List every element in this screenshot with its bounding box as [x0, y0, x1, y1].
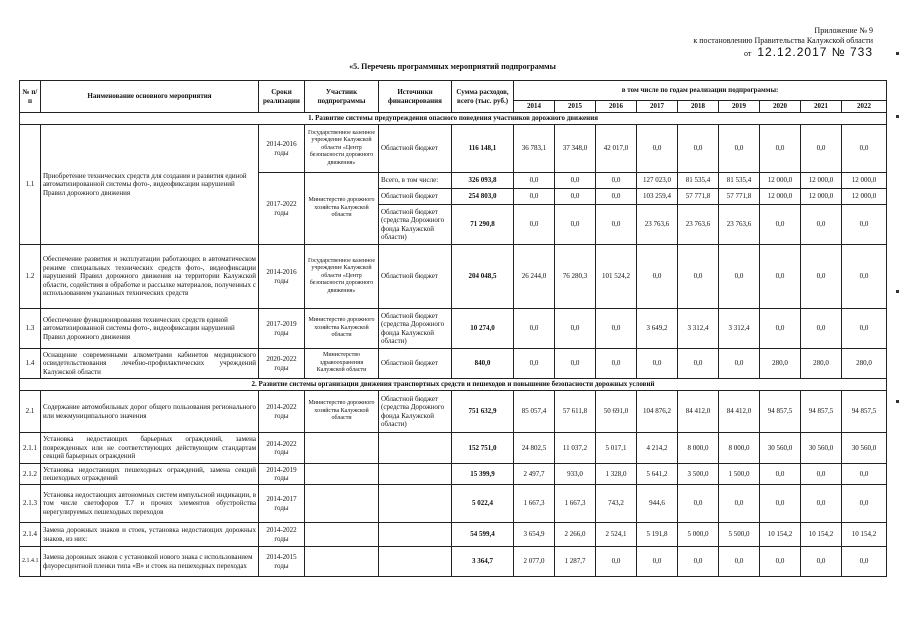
row-source [379, 523, 452, 547]
row-sum: 71 290,8 [452, 205, 514, 245]
col-header-year: 2014 [514, 101, 555, 113]
row-source: Областной бюджет (средства Дорожного фонда Калужской области) [379, 309, 452, 349]
year-value-cell: 280,0 [801, 349, 842, 379]
year-value-cell: 5 000,0 [678, 523, 719, 547]
year-value-cell: 944,6 [637, 485, 678, 523]
row-num: 2.1.2 [20, 464, 41, 485]
row-activity-name: Обеспечение развития и эксплуатации работающих в автоматическом режиме специальных технических средств фото-, видеофиксации нарушений Правил дорожного движения на территории Калужской области, содействия в обработке и рассылке материалов, полученных с использованием указанных технических средств [41, 245, 259, 309]
row-terms: 2017-2019 годы [259, 309, 305, 349]
year-value-cell: 104 876,2 [637, 391, 678, 433]
year-value-cell: 0,0 [842, 245, 887, 309]
col-header-by-years: в том числе по годам реализации подпрограммы: [514, 81, 887, 101]
row-sum: 15 399,9 [452, 464, 514, 485]
year-value-cell: 0,0 [719, 245, 760, 309]
row-source: Областной бюджет (средства Дорожного фонда Калужской области) [379, 391, 452, 433]
row-num: 1.2 [20, 245, 41, 309]
row-terms: 2017-2022 годы [259, 173, 305, 245]
col-header-year: 2022 [842, 101, 887, 113]
row-num: 1.3 [20, 309, 41, 349]
year-value-cell: 0,0 [842, 205, 887, 245]
row-sum: 254 803,0 [452, 189, 514, 205]
col-header-participant: Участник подпрограммы [305, 81, 379, 113]
row-activity-name: Содержание автомобильных дорог общего пользования регионального или межмуниципального значения [41, 391, 259, 433]
row-terms: 2020-2022 годы [259, 349, 305, 379]
col-header-year: 2017 [637, 101, 678, 113]
row-terms: 2014-2017 годы [259, 485, 305, 523]
year-value-cell: 37 348,0 [555, 125, 596, 173]
col-header-num: № п/п [20, 81, 41, 113]
row-sum: 326 093,8 [452, 173, 514, 189]
year-value-cell: 0,0 [678, 547, 719, 577]
row-sum: 751 632,9 [452, 391, 514, 433]
year-value-cell: 57 771,8 [719, 189, 760, 205]
year-value-cell: 0,0 [760, 547, 801, 577]
row-source: Областной бюджет [379, 349, 452, 379]
year-value-cell: 0,0 [637, 245, 678, 309]
row-participant: Государственное казенное учреждение Калужской области «Центр безопасности дорожного движения» [305, 245, 379, 309]
year-value-cell: 280,0 [760, 349, 801, 379]
year-value-cell: 0,0 [596, 173, 637, 189]
year-value-cell: 0,0 [801, 245, 842, 309]
year-value-cell: 23 763,6 [637, 205, 678, 245]
year-value-cell: 26 244,0 [514, 245, 555, 309]
col-header-year: 2016 [596, 101, 637, 113]
year-value-cell: 2 497,7 [514, 464, 555, 485]
row-terms: 2014-2016 годы [259, 245, 305, 309]
year-value-cell: 3 654,9 [514, 523, 555, 547]
row-activity-name: Замена дорожных знаков с установкой нового знака с использованием флуоресцентной пленки типа «В» и стоек на пешеходных переходах [41, 547, 259, 577]
year-value-cell: 0,0 [514, 189, 555, 205]
year-value-cell: 0,0 [801, 205, 842, 245]
col-header-year: 2019 [719, 101, 760, 113]
row-source [379, 433, 452, 464]
year-value-cell: 0,0 [555, 205, 596, 245]
row-participant [305, 433, 379, 464]
row-sum: 5 022,4 [452, 485, 514, 523]
row-participant [305, 523, 379, 547]
year-value-cell: 12 000,0 [801, 189, 842, 205]
year-value-cell: 0,0 [596, 349, 637, 379]
col-header-year: 2021 [801, 101, 842, 113]
col-header-sum: Сумма расходов, всего (тыс. руб.) [452, 81, 514, 113]
year-value-cell: 1 667,3 [555, 485, 596, 523]
appendix-label: Приложение № 9 [814, 26, 873, 35]
year-value-cell: 0,0 [842, 125, 887, 173]
year-value-cell: 5 191,8 [637, 523, 678, 547]
row-participant: Министерство дорожного хозяйства Калужской области [305, 173, 379, 245]
row-source [379, 485, 452, 523]
year-value-cell: 84 412,0 [678, 391, 719, 433]
year-value-cell: 0,0 [514, 205, 555, 245]
row-terms: 2014-2016 годы [259, 125, 305, 173]
year-value-cell: 0,0 [760, 309, 801, 349]
year-value-cell: 81 535,4 [719, 173, 760, 189]
row-sum: 840,0 [452, 349, 514, 379]
row-source [379, 547, 452, 577]
col-header-year: 2018 [678, 101, 719, 113]
row-activity-name: Приобретение технических средств для создания и развития единой автоматизированной системы фото-, видеофиксации нарушений Правил дорожного движения [41, 125, 259, 245]
year-value-cell: 0,0 [842, 464, 887, 485]
year-value-cell: 2 524,1 [596, 523, 637, 547]
year-value-cell: 0,0 [637, 349, 678, 379]
year-value-cell: 10 154,2 [801, 523, 842, 547]
year-value-cell: 101 524,2 [596, 245, 637, 309]
date-prefix: от [743, 49, 752, 58]
year-value-cell: 3 312,4 [678, 309, 719, 349]
year-value-cell: 94 857,5 [842, 391, 887, 433]
scan-mark [896, 400, 899, 403]
col-header-name: Наименование основного мероприятия [41, 81, 259, 113]
row-sum: 10 274,0 [452, 309, 514, 349]
year-value-cell: 0,0 [842, 485, 887, 523]
row-sum: 54 599,4 [452, 523, 514, 547]
row-num: 2.1.4.1 [20, 547, 41, 577]
year-value-cell: 0,0 [514, 309, 555, 349]
row-sum: 152 751,0 [452, 433, 514, 464]
year-value-cell: 1 667,3 [514, 485, 555, 523]
scan-mark [896, 52, 899, 55]
year-value-cell: 57 771,8 [678, 189, 719, 205]
row-sum: 204 048,5 [452, 245, 514, 309]
year-value-cell: 0,0 [596, 309, 637, 349]
row-participant [305, 485, 379, 523]
year-value-cell: 0,0 [596, 547, 637, 577]
decree-label: к постановлению Правительства Калужской области [693, 36, 873, 45]
row-activity-name: Обеспечение функционирования технических средств единой автоматизированной системы фото-, видеофиксации нарушений Правил дорожного движения [41, 309, 259, 349]
row-activity-name: Замена дорожных знаков и стоек, установка недостающих дорожных знаков, из них: [41, 523, 259, 547]
year-value-cell: 84 412,0 [719, 391, 760, 433]
year-value-cell: 0,0 [596, 205, 637, 245]
col-header-terms: Сроки реализации [259, 81, 305, 113]
year-value-cell: 12 000,0 [842, 189, 887, 205]
year-value-cell: 0,0 [555, 173, 596, 189]
year-value-cell: 50 691,0 [596, 391, 637, 433]
year-value-cell: 0,0 [678, 125, 719, 173]
year-value-cell: 94 857,5 [760, 391, 801, 433]
year-value-cell: 23 763,6 [678, 205, 719, 245]
year-value-cell: 0,0 [760, 205, 801, 245]
row-num: 2.1.3 [20, 485, 41, 523]
year-value-cell: 280,0 [842, 349, 887, 379]
row-terms: 2014-2022 годы [259, 391, 305, 433]
year-value-cell: 0,0 [637, 547, 678, 577]
year-value-cell: 3 649,2 [637, 309, 678, 349]
year-value-cell: 3 312,4 [719, 309, 760, 349]
year-value-cell: 30 560,0 [760, 433, 801, 464]
row-terms: 2014-2022 годы [259, 433, 305, 464]
row-sum: 116 148,1 [452, 125, 514, 173]
year-value-cell: 5 500,0 [719, 523, 760, 547]
year-value-cell: 10 154,2 [760, 523, 801, 547]
row-activity-name: Установка недостающих пешеходных ограждений, замена секций пешеходных ограждений [41, 464, 259, 485]
year-value-cell: 12 000,0 [760, 189, 801, 205]
year-value-cell: 0,0 [760, 245, 801, 309]
row-source: Всего, в том числе: [379, 173, 452, 189]
year-value-cell: 8 000,0 [719, 433, 760, 464]
row-source: Областной бюджет [379, 245, 452, 309]
year-value-cell: 0,0 [801, 309, 842, 349]
year-value-cell: 11 037,2 [555, 433, 596, 464]
row-num: 1.1 [20, 125, 41, 245]
year-value-cell: 743,2 [596, 485, 637, 523]
row-terms: 2014-2019 годы [259, 464, 305, 485]
year-value-cell: 57 611,8 [555, 391, 596, 433]
row-activity-name: Установка недостающих барьерных ограждений, замена поврежденных или не соответствующих действующим стандартам секций барьерных ограждений [41, 433, 259, 464]
year-value-cell: 933,0 [555, 464, 596, 485]
row-num: 2.1 [20, 391, 41, 433]
year-value-cell: 0,0 [719, 125, 760, 173]
year-value-cell: 12 000,0 [760, 173, 801, 189]
year-value-cell: 5 641,2 [637, 464, 678, 485]
row-source: Областной бюджет [379, 125, 452, 173]
row-source [379, 464, 452, 485]
year-value-cell: 0,0 [801, 125, 842, 173]
year-value-cell: 103 259,4 [637, 189, 678, 205]
year-value-cell: 0,0 [514, 349, 555, 379]
year-value-cell: 0,0 [555, 189, 596, 205]
date-stamp: 12.12.2017 № 733 [757, 45, 873, 59]
year-value-cell: 94 857,5 [801, 391, 842, 433]
row-activity-name: Оснащение современными алкометрами кабинетов медицинского освидетельствования лечебно-профилактических учреждений Калужской области [41, 349, 259, 379]
year-value-cell: 0,0 [719, 349, 760, 379]
row-participant [305, 464, 379, 485]
year-value-cell: 0,0 [596, 189, 637, 205]
year-value-cell: 0,0 [801, 485, 842, 523]
year-value-cell: 23 763,6 [719, 205, 760, 245]
section-2-title: 2. Развитие системы организации движения транспортных средств и пешеходов и повышение безопасности дорожных условий [20, 379, 887, 391]
row-num: 2.1.4 [20, 523, 41, 547]
document-title: «5. Перечень программных мероприятий подпрограммы [349, 62, 556, 71]
year-value-cell: 0,0 [801, 547, 842, 577]
year-value-cell: 0,0 [760, 125, 801, 173]
year-value-cell: 42 017,0 [596, 125, 637, 173]
year-value-cell: 0,0 [555, 309, 596, 349]
col-header-year: 2020 [760, 101, 801, 113]
year-value-cell: 10 154,2 [842, 523, 887, 547]
year-value-cell: 127 023,0 [637, 173, 678, 189]
year-value-cell: 30 560,0 [842, 433, 887, 464]
scan-mark [896, 115, 899, 118]
year-value-cell: 0,0 [678, 245, 719, 309]
appendix-header [693, 26, 873, 59]
program-activities-table [19, 80, 887, 577]
row-source: Областной бюджет (средства Дорожного фонда Калужской области) [379, 205, 452, 245]
year-value-cell: 0,0 [842, 547, 887, 577]
row-source: Областной бюджет [379, 189, 452, 205]
row-terms: 2014-2015 годы [259, 547, 305, 577]
year-value-cell: 76 280,3 [555, 245, 596, 309]
year-value-cell: 5 017,1 [596, 433, 637, 464]
scan-mark [896, 290, 899, 293]
year-value-cell: 30 560,0 [801, 433, 842, 464]
row-num: 1.4 [20, 349, 41, 379]
row-terms: 2014-2022 годы [259, 523, 305, 547]
year-value-cell: 2 077,0 [514, 547, 555, 577]
year-value-cell: 0,0 [514, 173, 555, 189]
year-value-cell: 0,0 [842, 309, 887, 349]
year-value-cell: 12 000,0 [842, 173, 887, 189]
decree-date-line [693, 47, 873, 59]
row-sum: 3 364,7 [452, 547, 514, 577]
row-participant: Министерство здравоохранения Калужской области [305, 349, 379, 379]
row-activity-name: Установка недостающих автономных систем импульсной индикации, в том числе светофоров Т.7 и прочих элементов обустройства нерегулируемых пешеходных переходов [41, 485, 259, 523]
row-participant: Государственное казенное учреждение Калужской области «Центр безопасности дорожного движения» [305, 125, 379, 173]
col-header-sources: Источники финансирования [379, 81, 452, 113]
col-header-year: 2015 [555, 101, 596, 113]
year-value-cell: 0,0 [760, 485, 801, 523]
year-value-cell: 0,0 [678, 349, 719, 379]
year-value-cell: 0,0 [555, 349, 596, 379]
year-value-cell: 0,0 [719, 485, 760, 523]
year-value-cell: 1 500,0 [719, 464, 760, 485]
year-value-cell: 85 057,4 [514, 391, 555, 433]
year-value-cell: 0,0 [801, 464, 842, 485]
year-value-cell: 36 783,1 [514, 125, 555, 173]
section-1-title: 1. Развитие системы предупреждения опасного поведения участников дорожного движения [20, 113, 887, 125]
row-participant: Министерство дорожного хозяйства Калужской области [305, 309, 379, 349]
row-participant [305, 547, 379, 577]
year-value-cell: 0,0 [760, 464, 801, 485]
year-value-cell: 3 500,0 [678, 464, 719, 485]
year-value-cell: 8 000,0 [678, 433, 719, 464]
year-value-cell: 2 266,0 [555, 523, 596, 547]
year-value-cell: 24 802,5 [514, 433, 555, 464]
year-value-cell: 1 328,0 [596, 464, 637, 485]
year-value-cell: 0,0 [637, 125, 678, 173]
year-value-cell: 81 535,4 [678, 173, 719, 189]
year-value-cell: 12 000,0 [801, 173, 842, 189]
year-value-cell: 0,0 [678, 485, 719, 523]
row-num: 2.1.1 [20, 433, 41, 464]
row-participant: Министерство дорожного хозяйства Калужской области [305, 391, 379, 433]
year-value-cell: 1 287,7 [555, 547, 596, 577]
year-value-cell: 4 214,2 [637, 433, 678, 464]
year-value-cell: 0,0 [719, 547, 760, 577]
